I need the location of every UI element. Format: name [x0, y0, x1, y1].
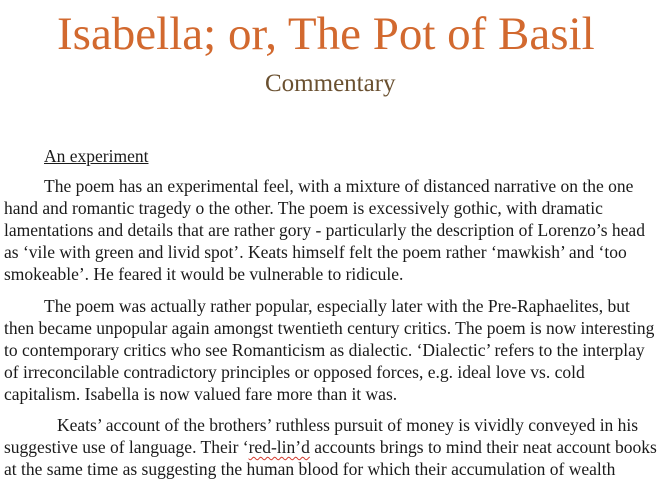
paragraph-line: to contemporary critics who see Romanticism as dialectic. ‘Dialectic’ refers to the interplay [4, 340, 645, 360]
paragraph-line: capitalism. Isabella is now valued fare more than it was. [4, 384, 398, 404]
paragraph-line: hand and romantic tragedy o the other. The poem is excessively gothic, with dramatic [4, 198, 603, 218]
paragraph-line: lamentations and details that are rather gory - particularly the description of Lorenzo’s head [4, 220, 645, 240]
paragraph-line: at the same time as suggesting the human blood for which their accumulation of wealth [4, 459, 616, 479]
paragraph-line: smokeable’. He feared it would be vulnerable to ridicule. [4, 264, 404, 284]
paragraph-line: The poem has an experimental feel, with a mixture of distanced narrative on the one [44, 176, 634, 196]
paragraph-line: then became unpopular again amongst twentieth century critics. The poem is now interesting [4, 318, 655, 338]
spellcheck-flagged-word[interactable]: red-lin’d [248, 437, 310, 457]
text-run: suggestive use of language. Their ‘ [4, 437, 249, 457]
paragraph-line: The poem was actually rather popular, especially later with the Pre-Raphaelites, but [44, 296, 630, 316]
paragraph-line: of irreconcilable contradictory principles or opposed forces, e.g. ideal love vs. cold [4, 362, 585, 382]
document-subtitle: Commentary [265, 70, 396, 97]
paragraph-line [4, 436, 657, 458]
text-run: accounts brings to mind their neat account books [309, 437, 657, 457]
paragraph-line: as ‘vile with green and livid spot’. Keats himself felt the poem rather ‘mawkish’ and ‘too [4, 242, 627, 262]
paragraph-line: Keats’ account of the brothers’ ruthless pursuit of money is vividly conveyed in his [57, 415, 639, 435]
section-heading: An experiment [44, 146, 149, 166]
document-title: Isabella; or, The Pot of Basil [57, 8, 595, 60]
